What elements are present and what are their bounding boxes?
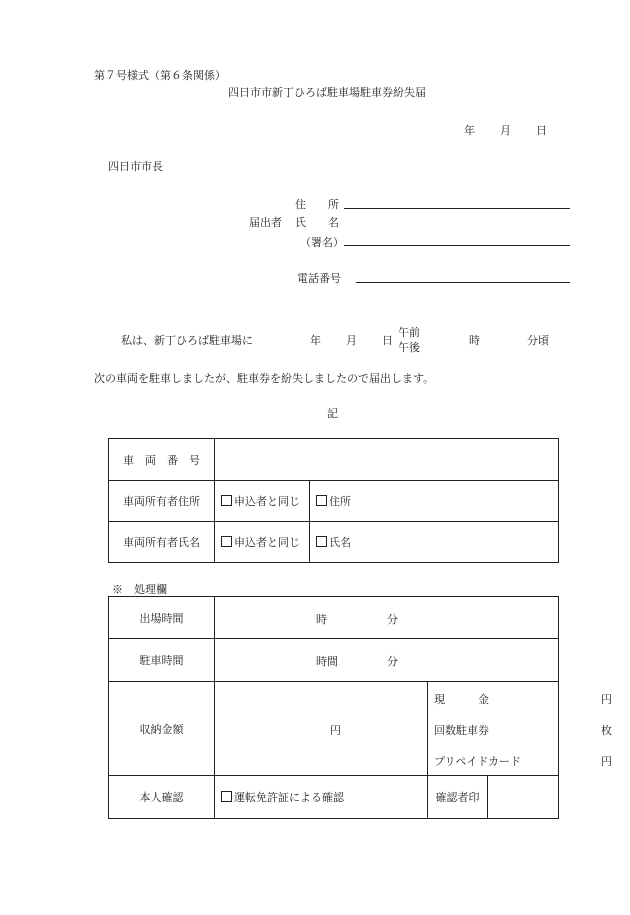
owner-address-same-label: 申込者と同じ — [234, 495, 300, 508]
statement-am: 午前 — [398, 326, 420, 339]
owner-address-label: 車両所有者住所 — [109, 481, 215, 522]
owner-name-option-label: 氏名 — [329, 536, 351, 549]
checkbox-icon[interactable] — [221, 495, 232, 506]
processing-table — [108, 596, 612, 819]
owner-name-same-option[interactable] — [215, 522, 310, 563]
statement-hour: 時 — [469, 334, 480, 347]
exit-time-label: 出場時間 — [109, 597, 215, 639]
identity-option-label: 運転免許証による確認 — [234, 791, 344, 804]
owner-name-field[interactable] — [310, 522, 559, 563]
vehicle-number-label: 車 両 番 号 — [109, 439, 215, 481]
vehicle-table — [108, 438, 559, 563]
statement-pm: 午後 — [398, 341, 420, 354]
signature-note: （署名） — [300, 236, 344, 249]
checkbox-icon[interactable] — [221, 536, 232, 547]
prepaid-unit: 円 — [601, 755, 612, 768]
parking-hours-unit: 時間 — [316, 655, 338, 668]
identity-label: 本人確認 — [109, 776, 215, 819]
processing-heading: ※ 処理欄 — [112, 583, 167, 596]
confirmer-seal-field[interactable] — [488, 776, 559, 819]
applicant-group-label: 届出者 — [249, 216, 282, 229]
fee-amount-field[interactable] — [215, 682, 428, 776]
form-number: 第７号様式（第６条関係） — [94, 69, 226, 82]
date-day-label: 日 — [536, 124, 547, 137]
date-month-label: 月 — [500, 124, 511, 137]
prepaid-label: プリペイドカード — [434, 755, 522, 768]
address-label: 住 所 — [295, 198, 339, 211]
owner-address-option-label: 住所 — [329, 495, 351, 508]
parking-time-label: 駐車時間 — [109, 639, 215, 682]
ki-label: 記 — [327, 407, 338, 420]
checkbox-icon[interactable] — [316, 536, 327, 547]
addressee: 四日市市長 — [108, 160, 163, 173]
coupon-unit: 枚 — [601, 724, 612, 737]
parking-minutes-unit: 分 — [387, 655, 398, 668]
cash-label: 現 金 — [434, 693, 489, 706]
coupon-label: 回数駐車券 — [434, 724, 489, 737]
address-field-line[interactable] — [344, 208, 570, 209]
owner-address-same-option[interactable] — [215, 481, 310, 522]
fee-yen-unit: 円 — [330, 723, 341, 737]
vehicle-number-field[interactable] — [215, 439, 559, 481]
exit-minute-unit: 分 — [387, 612, 398, 626]
phone-field-line[interactable] — [356, 282, 570, 283]
confirmer-label: 確認者印 — [428, 776, 488, 819]
identity-option[interactable] — [215, 776, 428, 819]
statement-month: 月 — [346, 334, 357, 347]
checkbox-icon[interactable] — [221, 791, 232, 802]
statement-line2: 次の車両を駐車しましたが、駐車券を紛失しましたので届出します。 — [94, 372, 435, 385]
cash-unit: 円 — [601, 693, 612, 706]
form-title: 四日市市新丁ひろば駐車場駐車券紛失届 — [228, 86, 426, 99]
owner-name-label: 車両所有者氏名 — [109, 522, 215, 563]
phone-label: 電話番号 — [297, 272, 341, 285]
name-label: 氏 名 — [295, 216, 339, 229]
checkbox-icon[interactable] — [316, 495, 327, 506]
fee-label: 収納金額 — [109, 682, 215, 776]
payment-breakdown — [428, 682, 612, 776]
statement-day: 日 — [382, 334, 393, 347]
statement-prefix: 私は、新丁ひろば駐車場に — [121, 334, 253, 347]
date-year-label: 年 — [464, 124, 475, 137]
owner-address-field[interactable] — [310, 481, 559, 522]
statement-year: 年 — [310, 334, 321, 347]
exit-hour-unit: 時 — [316, 612, 327, 626]
name-field-line[interactable] — [344, 245, 570, 246]
statement-minute: 分頃 — [527, 334, 549, 347]
parking-time-field[interactable] — [215, 639, 559, 682]
owner-name-same-label: 申込者と同じ — [234, 536, 300, 549]
exit-time-field[interactable] — [215, 597, 559, 639]
